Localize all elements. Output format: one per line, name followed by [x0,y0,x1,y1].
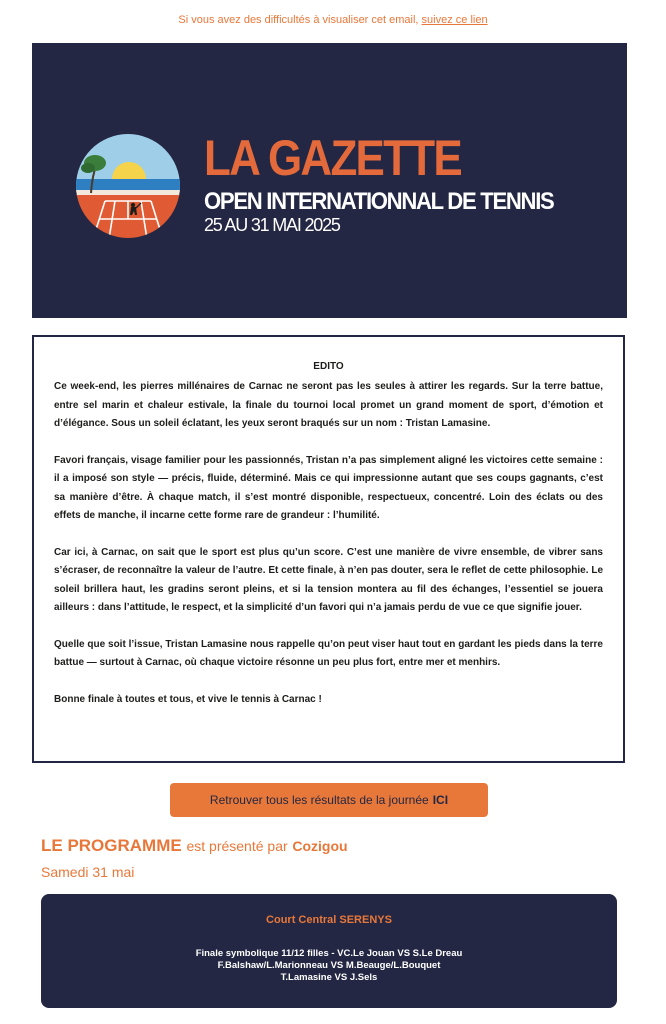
programme-title [41,836,348,856]
programme-date: Samedi 31 mai [41,864,135,880]
edito-paragraph: Favori français, visage familier pour les passionnés, Tristan n’a pas simplement aligné les victoires cette semaine : il a imposé son style — précis, fluide, déterminé. Mais ce qui impressionne autant que ses coups gagnants, c’est sa manière d’être. À chaque match, il s’est montré disponible, respectueux, concentré. Loin des éclats ou des effets de manche, il incarne cette forme rare de grandeur : l’humilité. [54,454,603,521]
edito-heading: EDITO [313,361,344,372]
programme-presented-by: est présenté par [186,838,288,854]
edito-paragraph: Ce week-end, les pierres millénaires de Carnac ne seront pas les seules à attirer les regards. Sur la terre battue, entre sel marin et chaleur estivale, la finale du tournoi local promet un grand moment de sport, d’émotion et d’élégance. Sous un soleil éclatant, les yeux seront braqués sur un nom : Tristan Lamasine. [54,381,603,429]
view-online-link[interactable]: suivez ce lien [421,14,488,26]
tournament-dates: 25 AU 31 MAI 2025 [204,215,340,235]
match-list [41,948,617,984]
programme-heading: LE PROGRAMME [41,836,182,855]
match-item: F.Balshaw/L.Marionneau VS M.Beauge/L.Bouquet [217,960,441,971]
preheader [0,14,666,26]
programme-sponsor: Cozigou [292,838,348,854]
court-card [41,894,617,1008]
gazette-title: LA GAZETTE [204,130,461,186]
match-item: T.Lamasine VS J.Sels [280,972,378,983]
preheader-text: Si vous avez des difficultés à visualiser cet email, [178,14,419,26]
court-name: Court Central SERENYS [266,914,392,926]
header-banner [32,43,627,318]
results-button-label: Retrouver tous les résultats de la journée [209,793,429,807]
results-button-emphasis: ICI [432,793,449,807]
edito-box [32,335,625,763]
edito-paragraph: Car ici, à Carnac, on sait que le sport est plus qu’un score. C’est une manière de vivre ensemble, de vibrer sans s’écraser, de reconnaître la valeur de l’autre. Et cette finale, à n’en pas douter, sera le reflet de cette philosophie. Le soleil brillera haut, les gradins seront pleins, et si la tension montera au fil des échanges, l’essentiel se jouera ailleurs : dans l’attitude, le respect, et la simplicité d’un favori qui n’a jamais perdu de vue ce que signifie jouer. [54,546,603,613]
edito-paragraph: Quelle que soit l’issue, Tristan Lamasine nous rappelle qu’on peut viser haut tout en gardant les pieds dans la terre battue — surtout à Carnac, où chaque victoire résonne un peu plus fort, entre mer et menhirs. [54,638,603,668]
tournament-subtitle: OPEN INTERNATIONNAL DE TENNIS [204,188,554,215]
tennis-sunset-logo-icon [75,133,181,239]
edito-paragraph: Bonne finale à toutes et tous, et vive le tennis à Carnac ! [54,693,322,705]
results-button[interactable] [170,783,488,817]
match-item: Finale symbolique 11/12 filles - VC.Le Jouan VS S.Le Dreau [195,948,463,959]
